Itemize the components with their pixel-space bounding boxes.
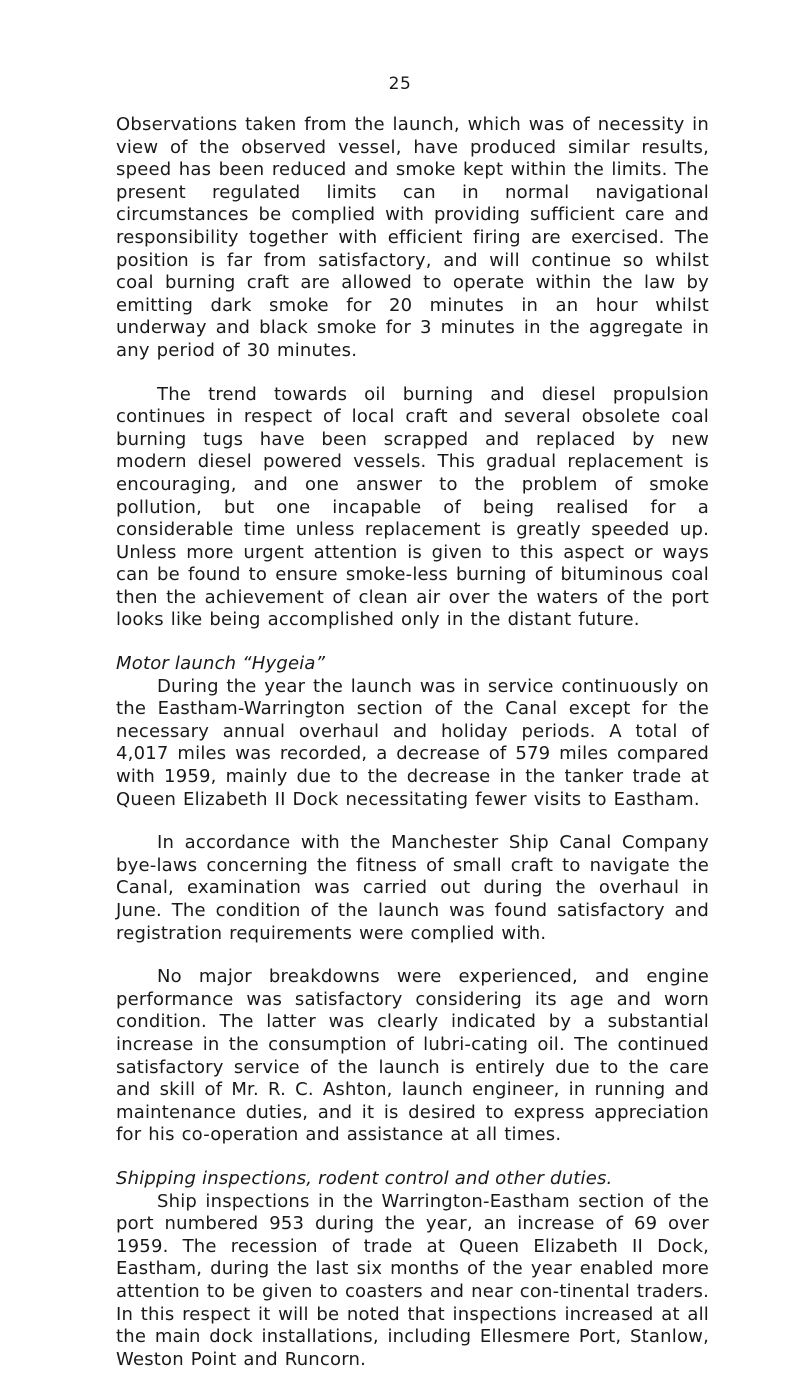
paragraph-observations: Observations taken from the launch, which was of necessity in view of the observed vessel, have produced similar results, speed has been reduced and smoke kept within the limits. The present regulated limits can in normal navigational circumstances be complied with providing sufficient care and responsibility together with efficient firing are exercised. The position is far from satisfactory, and will continue so whilst coal burning craft are allowed to operate within the law by emitting dark smoke for 20 minutes in an hour whilst underway and black smoke for 3 minutes in the aggregate in any period of 30 minutes. [116,114,709,361]
page-content [116,114,709,1392]
paragraph-launch-examination: In accordance with the Manchester Ship Canal Company bye-laws concerning the fitness of small craft to navigate the Canal, examination was carried out during the overhaul in June. The condition of the launch was found satisfactory and registration requirements were complied with. [116,832,709,944]
paragraph-launch-breakdowns: No major breakdowns were experienced, and engine performance was satisfactory considering its age and worn condition. The latter was clearly indicated by a substantial increase in the consumption of lubri-cating oil. The continued satisfactory service of the launch is entirely due to the care and skill of Mr. R. C. Ashton, launch engineer, in running and maintenance duties, and it is desired to express appreciation for his co-operation and assistance at all times. [116,966,709,1146]
paragraph-trend: The trend towards oil burning and diesel propulsion continues in respect of local craft and several obsolete coal burning tugs have been scrapped and replaced by new modern diesel powered vessels. This gradual replacement is encouraging, and one answer to the problem of smoke pollution, but one incapable of being realised for a considerable time unless replacement is greatly speeded up. Unless more urgent attention is given to this aspect or ways can be found to ensure smoke-less burning of bituminous coal then the achievement of clean air over the waters of the port looks like being accomplished only in the distant future. [116,383,709,631]
heading-shipping-inspections: Shipping inspections, rodent control and other duties. [116,1167,613,1189]
paragraph-ship-inspections: Ship inspections in the Warrington-Eastham section of the port numbered 953 during the year, an increase of 69 over 1959. The recession of trade at Queen Elizabeth II Dock, Eastham, during the last six months of the year enabled more attention to be given to coasters and near con-tinental traders. In this respect it will be noted that inspections increased at all the main dock installations, including Ellesmere Port, Stanlow, Weston Point and Runcorn. [116,1190,709,1370]
page-number: 25 [388,74,412,94]
paragraph-launch-service: During the year the launch was in service continuously on the Eastham-Warrington section of the Canal except for the necessary annual overhaul and holiday periods. A total of 4,017 miles was recorded, a decrease of 579 miles compared with 1959, mainly due to the decrease in the tanker trade at Queen Elizabeth II Dock necessitating fewer visits to Eastham. [116,675,709,810]
heading-motor-launch: Motor launch “Hygeia” [116,653,326,675]
